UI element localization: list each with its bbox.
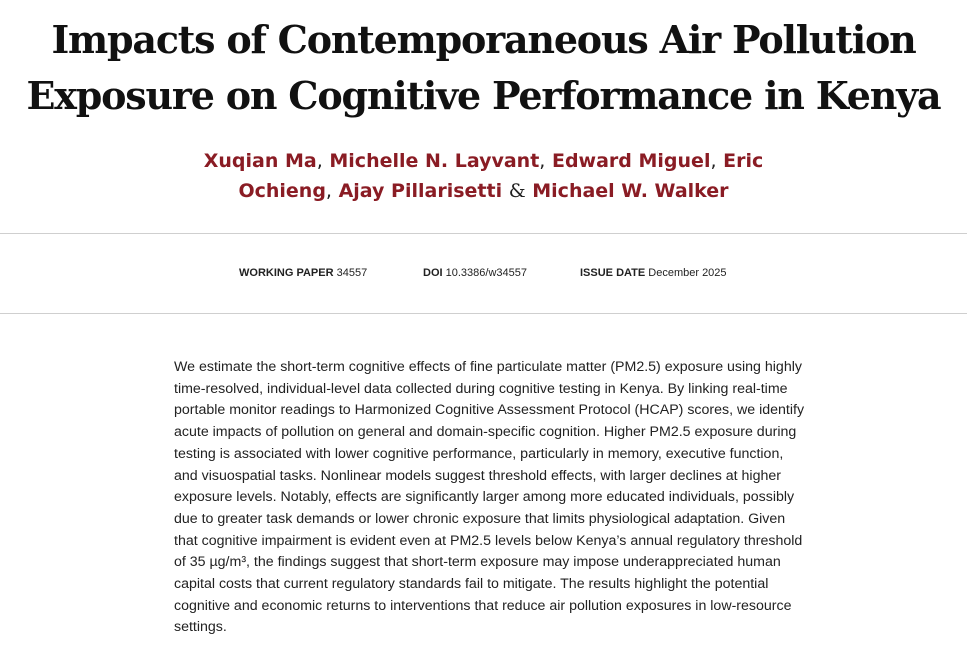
doi-info: [423, 265, 527, 281]
doi-value: 10.3386/w34557: [445, 267, 527, 279]
issue-date-label: ISSUE DATE: [580, 267, 646, 279]
issue-date-value: December 2025: [648, 267, 727, 279]
author-separator: ,: [539, 150, 546, 172]
author-link-edward-miguel[interactable]: Edward Miguel: [551, 150, 711, 172]
abstract: [174, 357, 806, 639]
author-separator: ,: [710, 150, 717, 172]
author-ampersand: &: [508, 180, 526, 202]
abstract-text: We estimate the short-term cognitive effects of fine particulate matter (PM2.5) exposure using highly time-resolved, individual-level data collected during cognitive testing in Kenya. By linking real-time portable monitor readings to Harmonized Cognitive Assessment Protocol (HCAP) scores, we identify acute impacts of pollution on general and domain-specific cognition. Higher PM2.5 exposure during testing is associated with lower cognitive performance, particularly in memory, executive function, and visuospatial tasks. Nonlinear models suggest threshold effects, with larger declines at higher exposure levels. Notably, effects are significantly larger among more educated individuals, possibly due to greater task demands or lower chronic exposure that limits physiological adaptation. Given that cognitive impairment is evident even at PM2.5 levels below Kenya’s annual regulatory threshold of 35 µg/m³, the findings suggest that short-term exposure may impose underappreciated human capital costs that current regulatory standards fail to mitigate. The results highlight the potential cognitive and economic returns to interventions that reduce air pollution exposures in low-resource settings.: [174, 359, 805, 636]
author-link-ajay-pillarisetti[interactable]: Ajay Pillarisetti: [338, 180, 503, 202]
author-list: [170, 146, 797, 206]
working-paper-info: [239, 265, 367, 281]
doi-label: DOI: [423, 267, 443, 279]
author-link-michelle-layvant[interactable]: Michelle N. Layvant: [329, 150, 540, 172]
author-separator: ,: [316, 150, 323, 172]
author-link-eric-ochieng[interactable]: Eric Ochieng: [238, 150, 764, 202]
paper-title-line-1: Impacts of Contemporaneous Air Pollution: [51, 17, 916, 62]
author-link-xuqian-ma[interactable]: Xuqian Ma: [203, 150, 317, 172]
author-separator: ,: [325, 180, 332, 202]
author-link-michael-walker[interactable]: Michael W. Walker: [532, 180, 729, 202]
working-paper-label: WORKING PAPER: [239, 267, 334, 279]
divider-bottom: [0, 313, 967, 314]
divider-top: [0, 233, 967, 234]
issue-date-info: [580, 265, 727, 281]
working-paper-number: 34557: [336, 267, 368, 279]
paper-title: [0, 12, 967, 124]
paper-title-line-2: Exposure on Cognitive Performance in Kenya: [26, 73, 941, 118]
